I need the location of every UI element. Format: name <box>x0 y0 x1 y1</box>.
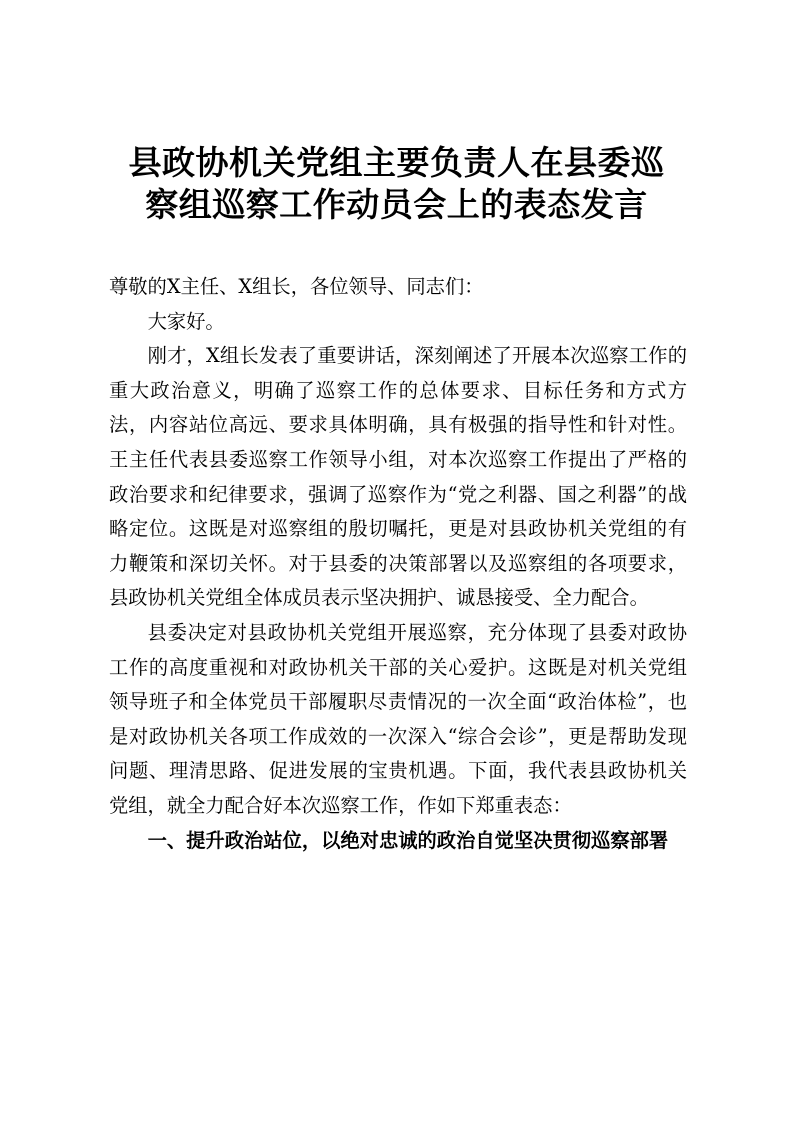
title-line-1: 县政协机关党组主要负责人在县委巡 <box>128 143 665 182</box>
paragraph-1: 刚才，X组长发表了重要讲话，深刻阐述了开展本次巡察工作的重大政治意义，明确了巡察工作的总体要求、目标任务和方式方法，内容站位高远、要求具体明确，具有极强的指导性和针对性。王主任代表县委巡察工作领导小组，对本次巡察工作提出了严格的政治要求和纪律要求，强调了巡察作为“党之利器、国之利器”的战略定位。这既是对巡察组的殷切嘱托，更是对县政协机关党组的有力鞭策和深切关怀。对于县委的决策部署以及巡察组的各项要求，县政协机关党组全体成员表示坚决拥护、诚恳接受、全力配合。 <box>109 344 687 610</box>
document-title <box>60 142 733 226</box>
salutation: 尊敬的X主任、X组长，各位领导、同志们： <box>109 275 484 298</box>
paragraph-2: 县委决定对县政协机关党组开展巡察，充分体现了县委对政协工作的高度重视和对政协机关干部的关心爱护。这既是对机关党组领导班子和全体党员干部履职尽责情况的一次全面“政治体检”，也是对政协机关各项工作成效的一次深入“综合会诊”，更是帮助发现问题、理清思路、促进发展的宝贵机遇。下面，我代表县政协机关党组，就全力配合好本次巡察工作，作如下郑重表态： <box>109 620 687 817</box>
paragraph-greeting: 大家好。 <box>147 309 225 333</box>
title-line-2: 察组巡察工作动员会上的表态发言 <box>145 185 648 224</box>
section-heading: 一、提升政治站位，以绝对忠诚的政治自觉坚决贯彻巡察部署 <box>147 828 669 852</box>
document-body <box>109 270 687 858</box>
